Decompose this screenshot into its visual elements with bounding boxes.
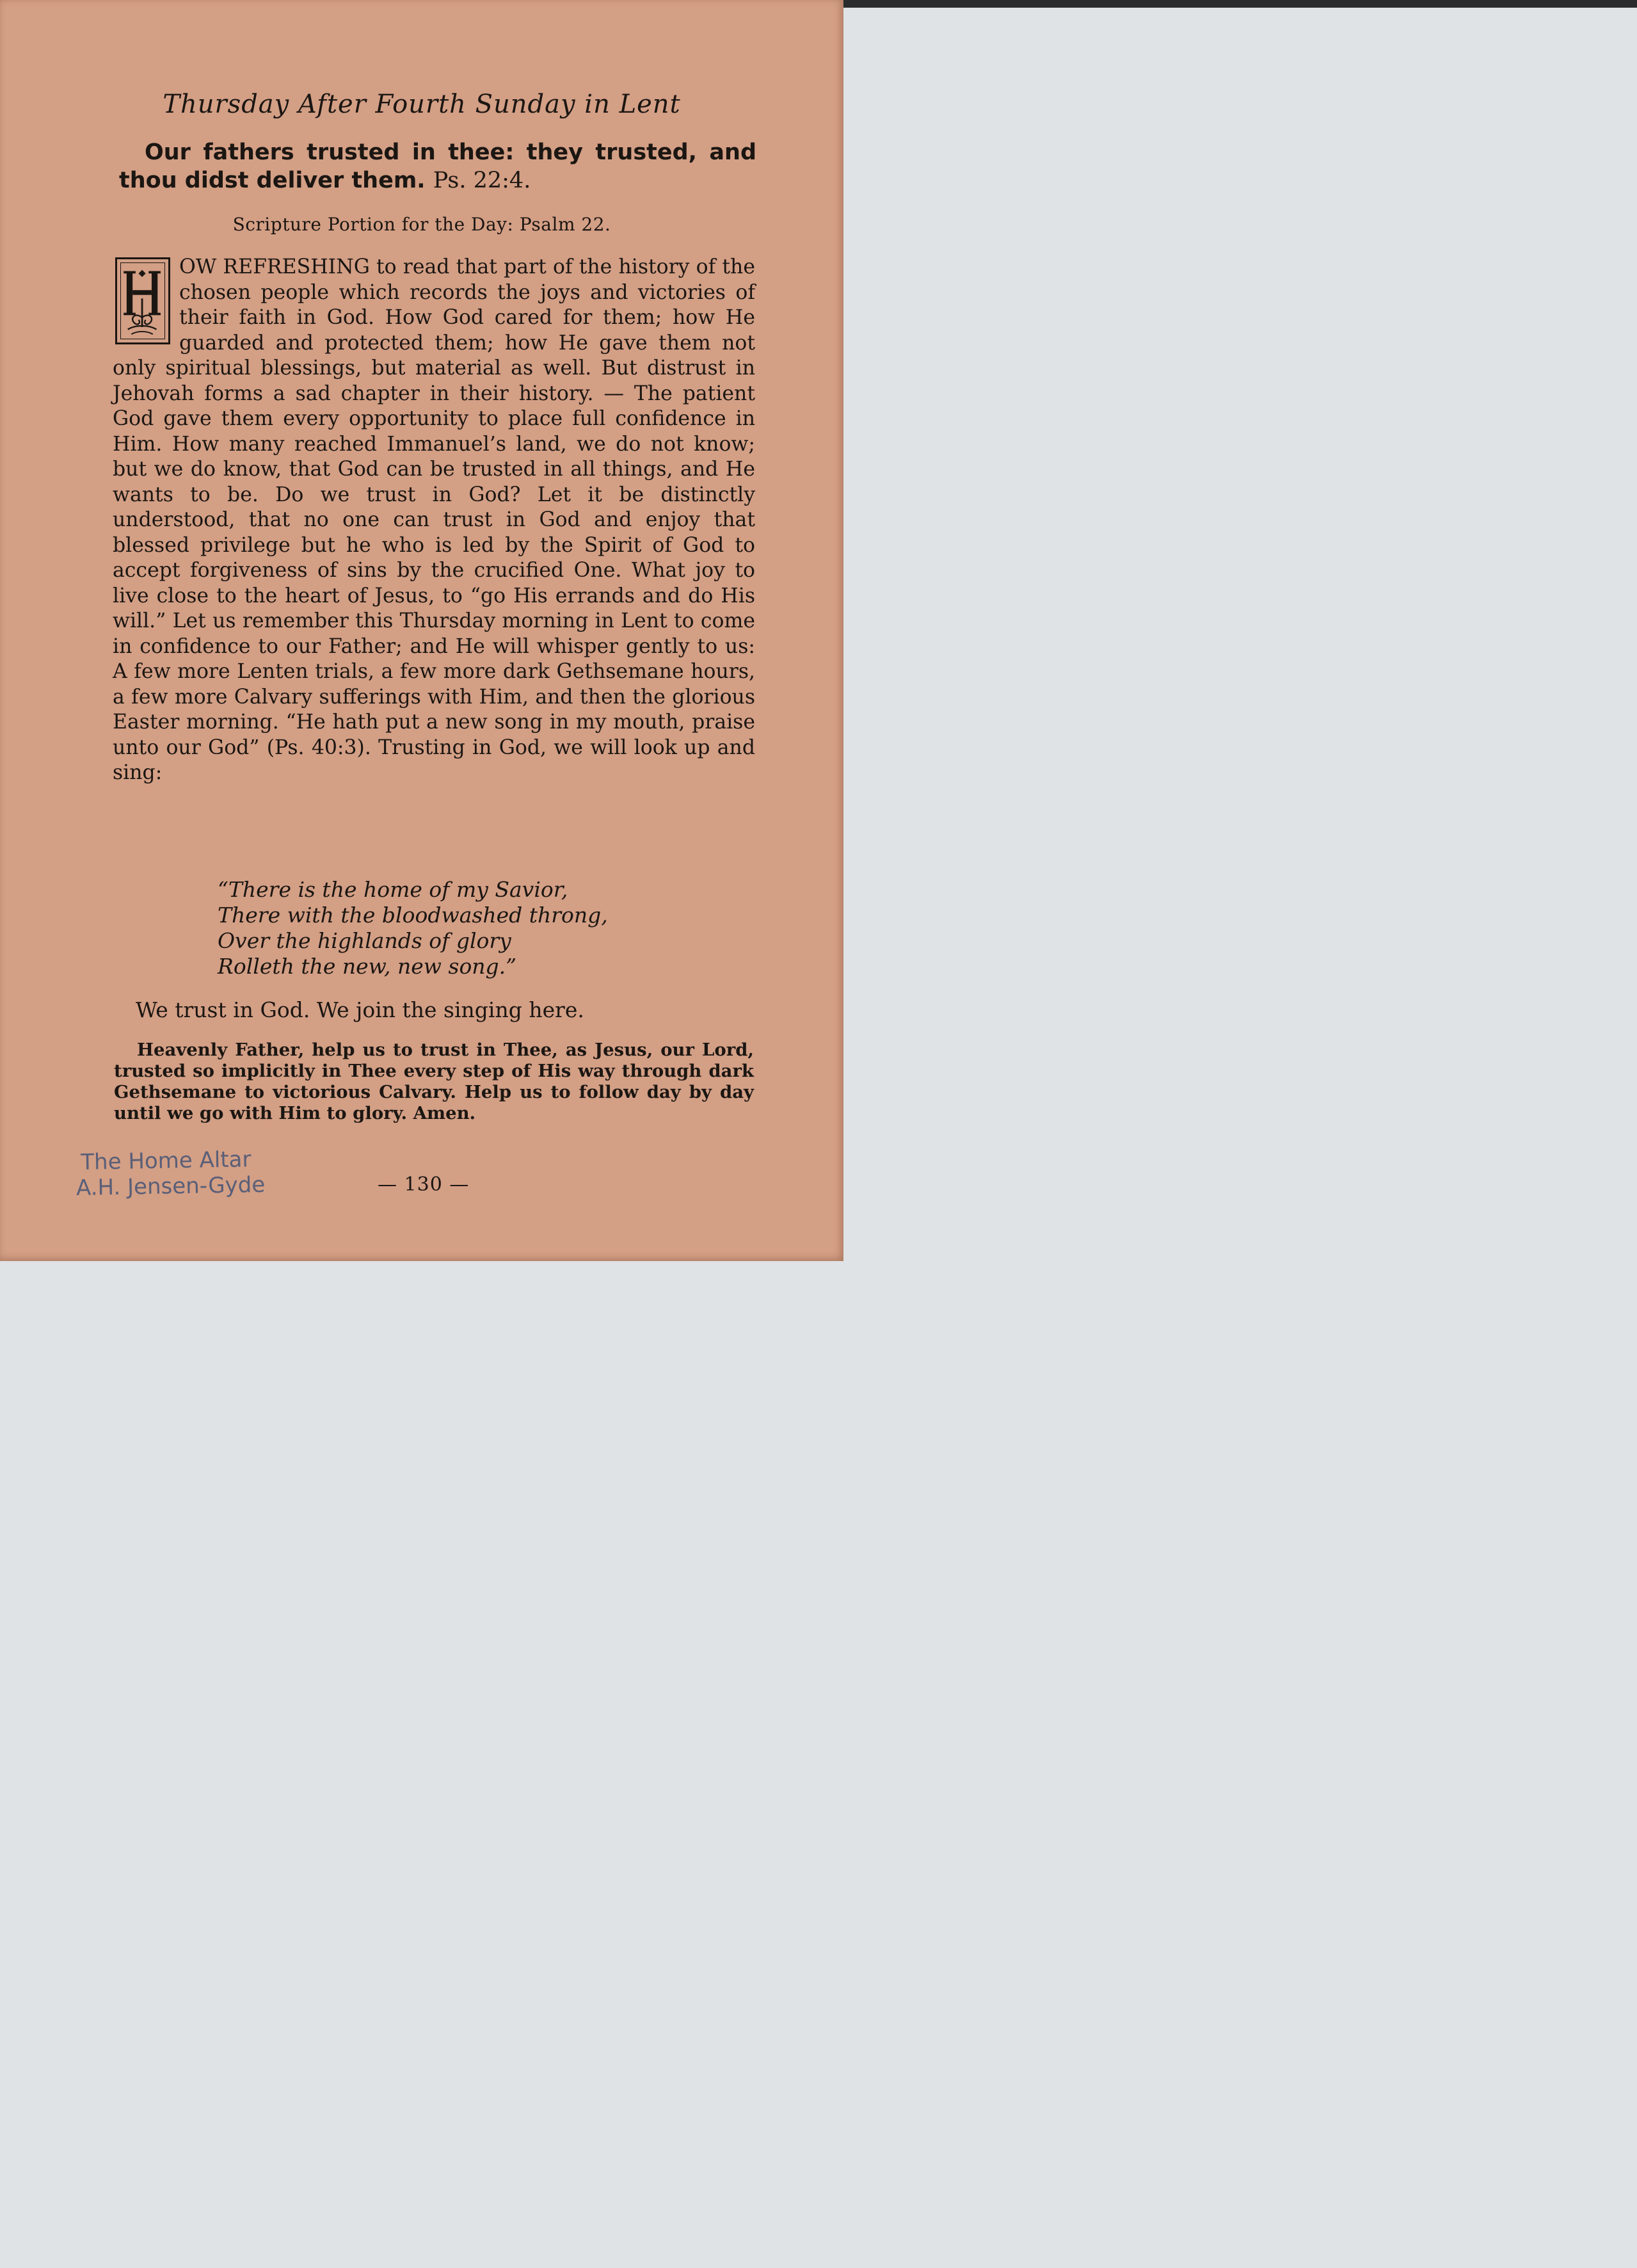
handwritten-note-line2: A.H. Jensen-Gyde [76,1171,266,1201]
hymn-line: Over the highlands of glory [218,928,511,953]
devotional-body [113,255,755,786]
prayer: Heavenly Father, help us to trust in Thee, as Jesus, our Lord, trusted so implicitly in Thee every step of His way through dark Gethsemane to victorious Calvary. Help us to follow day by day until we go with Him to glory. Amen. [114,1040,754,1123]
handwritten-note [76,1146,266,1201]
scanned-page [0,0,843,1261]
hymn-line: Rolleth the new, new song.” [218,954,517,979]
verse-of-the-day [119,138,756,195]
page-number: — 130 — [378,1173,470,1196]
devotional-text: OW REFRESHING to read that part of the history of the chosen people which records the joys and victories of their faith in God. How God cared for them; how He guarded and protected them; how He gave them not only spiritual blessings, but material as well. But distrust in Jehovah forms a sad chapter in their history. — The patient God gave them every opportunity to place full confidence in Him. How many reached Immanuel’s land, we do not know; but we do know, that God can be trusted in all things, and He wants to be. Do we trust in God? Let it be distinctly understood, that no one can trust in God and enjoy that blessed privilege but he who is led by the Spirit of God to accept forgiveness of sins by the crucified One. What joy to live close to the heart of Jesus, to “go His errands and do His will.” Let us remember this Thursday morning in Lent to come in confidence to our Father; and He will whisper gently to us: A few more Lenten trials, a few more dark Gethsemane hours, a few more Calvary sufferings with Him, and then the glorious Easter morning. “He hath put a new song in my mouth, praise unto our God” (Ps. 40:3). Trusting in God, we will look up and sing: [113,255,755,784]
hymn-stanza [218,877,608,979]
ornamental-initial-icon [117,259,168,342]
hymn-line: “There is the home of my Savior, [218,877,568,902]
scripture-portion: Scripture Portion for the Day: Psalm 22. [232,214,611,235]
handwritten-note-line1: The Home Altar [80,1146,252,1175]
page-title: Thursday After Fourth Sunday in Lent [163,90,681,119]
verse-reference: Ps. 22:4. [433,168,531,193]
ornamental-initial-h [115,257,170,344]
hymn-line: There with the bloodwashed throng, [218,903,608,928]
closing-line: We trust in God. We join the singing here. [136,997,584,1022]
verse-text: Our fathers trusted in thee: they trusted, and thou didst deliver them. [119,140,756,193]
